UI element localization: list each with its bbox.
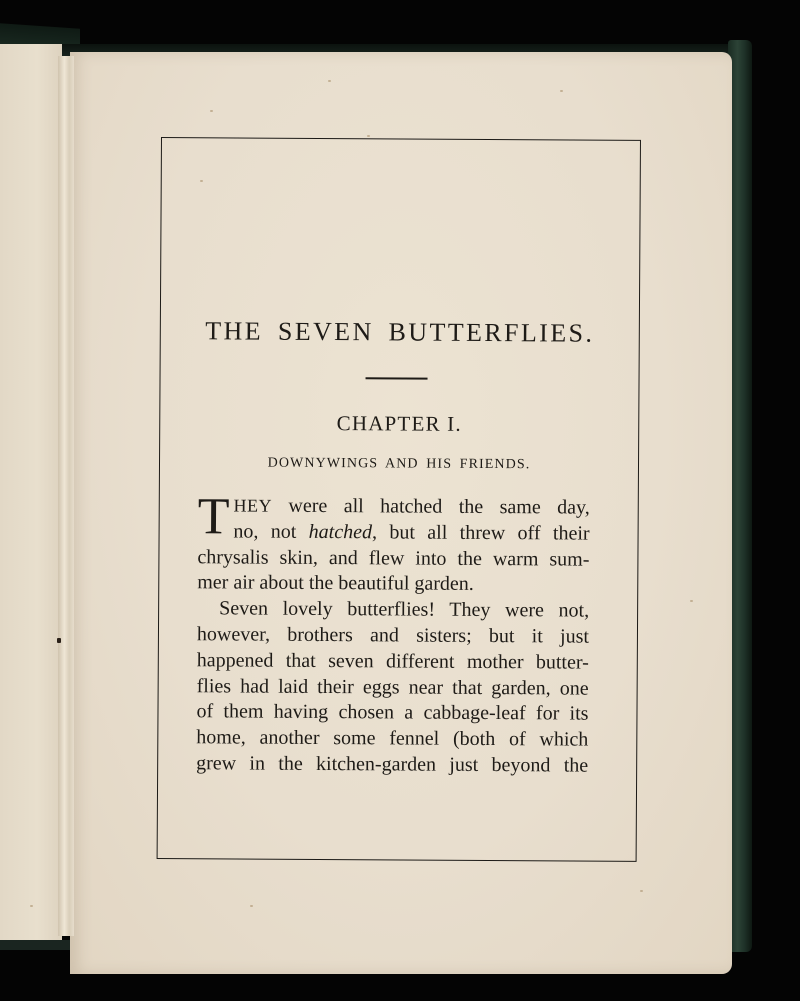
paper-speck	[367, 135, 370, 137]
chapter-subtitle: DOWNYWINGS AND HIS FRIENDS.	[267, 455, 531, 473]
page-gutter	[58, 56, 74, 936]
text-line: flies had laid their eggs near that garden, one	[196, 674, 589, 700]
paper-speck	[328, 80, 331, 82]
text-line: Seven lovely butterflies! They were not,	[219, 597, 590, 622]
text-line: grew in the kitchen-garden just beyond the	[196, 752, 589, 777]
paper-speck	[210, 110, 213, 112]
italic-word: hatched	[308, 520, 373, 544]
text-line-content: , but all threw off their	[371, 521, 590, 545]
body-text	[196, 488, 590, 779]
paper-speck	[690, 600, 693, 602]
text-line: mer air about the beautiful garden.	[197, 571, 474, 596]
text-line: chrysalis skin, and flew into the warm sum-	[197, 545, 590, 571]
chapter-heading: CHAPTER I.	[336, 411, 462, 436]
left-page	[0, 44, 62, 944]
text-line	[198, 519, 590, 547]
title-divider-rule	[366, 377, 428, 379]
paper-speck	[640, 890, 643, 892]
book-title: THE SEVEN BUTTERFLIES.	[205, 316, 595, 348]
text-line: of them having chosen a cabbage-leaf for its	[196, 700, 589, 725]
book-cover-bottom-left	[0, 940, 70, 950]
text-line: happened that seven different mother butter-	[196, 649, 589, 674]
paper-speck	[560, 90, 563, 92]
small-caps-word: HEY	[233, 495, 273, 516]
text-line-content: were all hatched the same day,	[271, 494, 590, 519]
paper-speck	[250, 905, 253, 907]
binding-thread-mark	[57, 638, 61, 643]
text-line: however, brothers and sisters; but it just	[196, 623, 590, 648]
drop-cap: T	[197, 488, 230, 546]
page-content	[158, 138, 640, 861]
text-line-content: no, not	[233, 520, 309, 543]
text-line: home, another some fennel (both of which	[196, 726, 589, 751]
paper-speck	[30, 905, 33, 907]
text-line	[198, 493, 590, 521]
text-border-frame	[157, 137, 641, 862]
